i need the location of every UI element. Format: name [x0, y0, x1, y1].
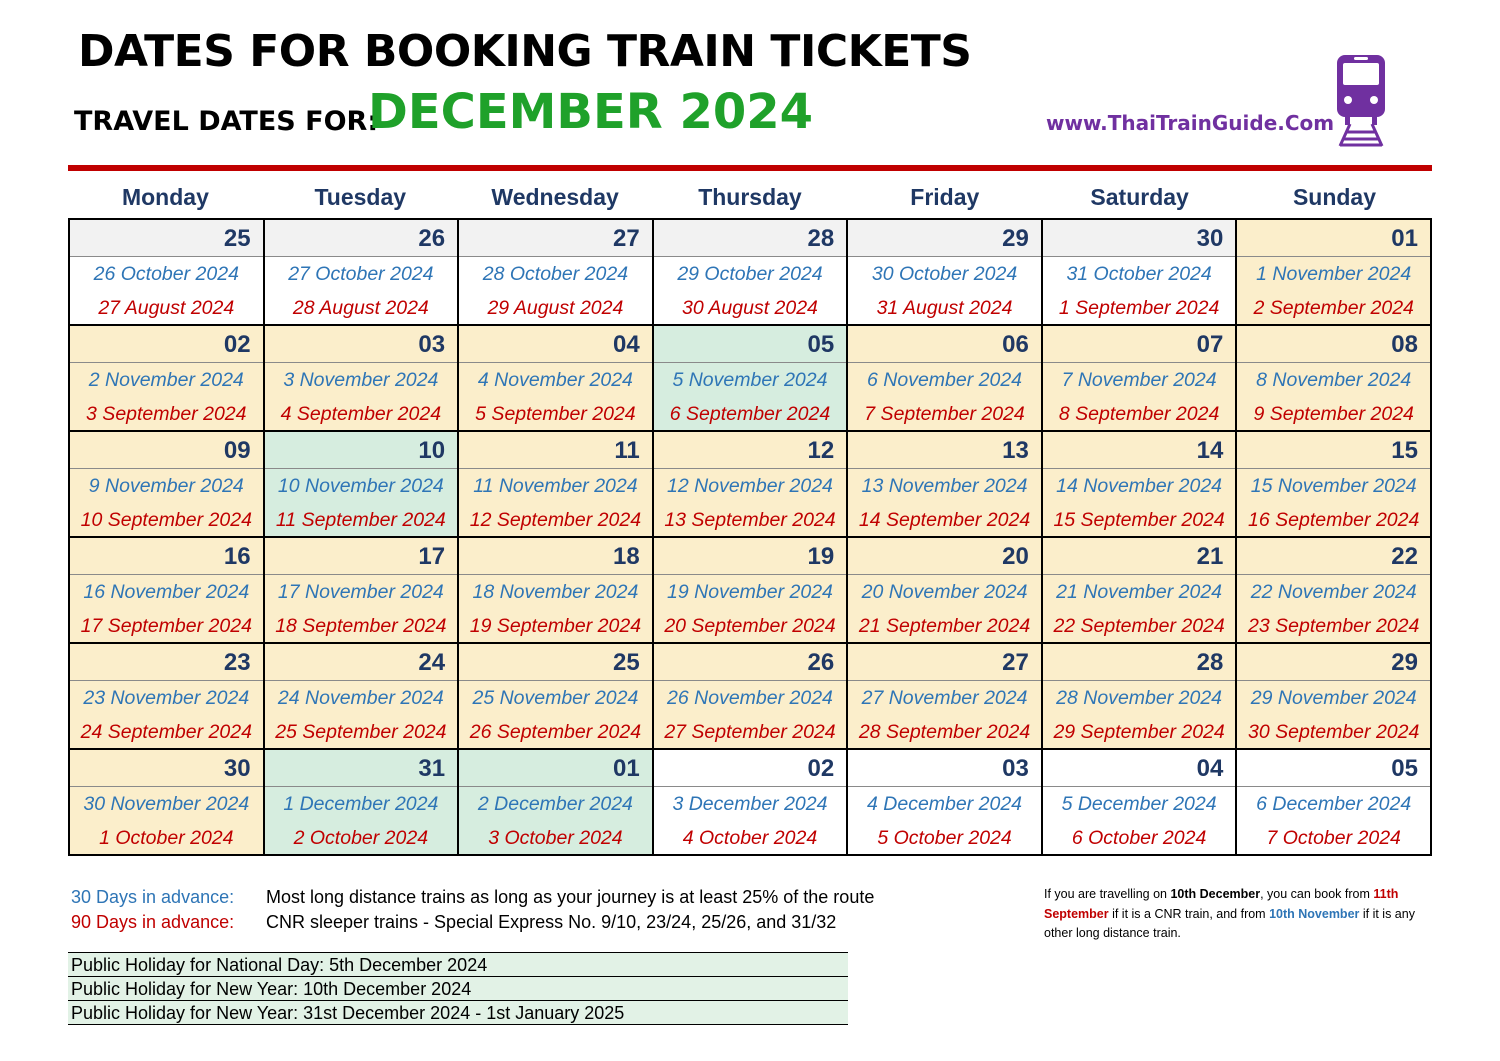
- booking-note: [1044, 885, 1444, 944]
- booking-date-30-days: 29 October 2024: [677, 263, 823, 285]
- legend-90-description: CNR sleeper trains - Special Express No. 9/10, 23/24, 25/26, and 31/32: [266, 912, 837, 932]
- booking-date-90-days: 2 September 2024: [1253, 297, 1414, 319]
- booking-date-90-days: 30 September 2024: [1248, 721, 1420, 743]
- booking-date-90-days: 23 September 2024: [1248, 615, 1420, 637]
- booking-date-90-days: 1 September 2024: [1058, 297, 1220, 319]
- booking-date-30-days: 23 November 2024: [83, 687, 250, 709]
- train-icon: [1332, 52, 1390, 148]
- calendar-day-cell: [1042, 219, 1237, 325]
- day-number: 13: [848, 432, 1041, 469]
- calendar-day-cell: [69, 431, 264, 537]
- day-number: 27: [459, 220, 652, 257]
- booking-date-90-days: 19 September 2024: [469, 615, 642, 637]
- day-number: 15: [1237, 432, 1430, 469]
- weekday-saturday: Saturday: [1090, 184, 1189, 210]
- calendar-week: [69, 749, 1431, 855]
- day-number: 30: [1043, 220, 1236, 257]
- booking-date-90-days: 10 September 2024: [80, 509, 252, 531]
- day-number: 25: [459, 644, 652, 681]
- calendar-week: [69, 643, 1431, 749]
- booking-date-30-days: 11 November 2024: [473, 475, 638, 497]
- booking-date-90-days: 8 September 2024: [1058, 403, 1220, 425]
- booking-date-90-days: 30 August 2024: [682, 297, 818, 319]
- travel-dates-label: TRAVEL DATES FOR:: [74, 106, 379, 137]
- calendar-day-cell: [1236, 749, 1431, 855]
- booking-date-90-days: 17 September 2024: [80, 615, 252, 637]
- booking-date-30-days: 5 December 2024: [1061, 793, 1217, 815]
- day-number: 04: [1043, 750, 1236, 787]
- day-number: 14: [1043, 432, 1236, 469]
- calendar-day-cell: [458, 431, 653, 537]
- calendar-day-cell: [1236, 219, 1431, 325]
- day-number: 28: [654, 220, 847, 257]
- calendar-day-cell: [264, 749, 459, 855]
- day-number: 17: [265, 538, 458, 575]
- booking-date-30-days: 21 November 2024: [1056, 581, 1223, 603]
- calendar-day-cell: [69, 749, 264, 855]
- day-number: 28: [1043, 644, 1236, 681]
- day-number: 02: [654, 750, 847, 787]
- weekday-thursday: Thursday: [698, 184, 802, 210]
- booking-date-30-days: 2 December 2024: [477, 793, 633, 815]
- note-text: if it is a CNR train, and from: [1108, 906, 1270, 921]
- day-number: 12: [654, 432, 847, 469]
- day-number: 03: [265, 326, 458, 363]
- calendar-day-cell: [847, 537, 1042, 643]
- note-text: if it is any other long distance train.: [1044, 906, 1415, 940]
- note-other-date: 10th November: [1269, 906, 1360, 921]
- travel-month: DECEMBER 2024: [368, 84, 814, 140]
- booking-date-30-days: 24 November 2024: [277, 687, 444, 709]
- day-number: 06: [848, 326, 1041, 363]
- booking-date-90-days: 3 October 2024: [488, 827, 623, 849]
- booking-date-90-days: 22 September 2024: [1053, 615, 1225, 637]
- booking-date-90-days: 9 September 2024: [1253, 403, 1414, 425]
- calendar-day-cell: [458, 219, 653, 325]
- booking-date-90-days: 20 September 2024: [664, 615, 836, 637]
- weekday-monday: Monday: [121, 184, 209, 210]
- booking-date-90-days: 6 October 2024: [1071, 827, 1207, 849]
- booking-date-30-days: 18 November 2024: [472, 581, 639, 603]
- booking-date-90-days: 11 September 2024: [275, 509, 446, 531]
- booking-date-90-days: 16 September 2024: [1248, 509, 1420, 531]
- calendar-day-cell: [264, 219, 459, 325]
- booking-date-30-days: 27 October 2024: [288, 263, 434, 285]
- booking-date-30-days: 16 November 2024: [83, 581, 250, 603]
- calendar-day-cell: [1236, 643, 1431, 749]
- holiday-list: [68, 952, 848, 1025]
- calendar-day-cell: [653, 325, 848, 431]
- weekday-header: [68, 180, 1432, 216]
- day-number: 08: [1237, 326, 1430, 363]
- calendar-day-cell: [653, 749, 848, 855]
- booking-date-30-days: 10 November 2024: [277, 475, 444, 497]
- day-number: 11: [459, 432, 652, 469]
- day-number: 24: [265, 644, 458, 681]
- booking-date-90-days: 15 September 2024: [1053, 509, 1225, 531]
- booking-date-30-days: 2 November 2024: [88, 369, 244, 391]
- calendar-day-cell: [847, 219, 1042, 325]
- legend-90-label: 90 Days in advance:: [71, 912, 235, 932]
- calendar-week: [69, 537, 1431, 643]
- calendar-day-cell: [458, 537, 653, 643]
- booking-date-30-days: 5 November 2024: [672, 369, 828, 391]
- note-travel-date: 10th December: [1170, 887, 1261, 901]
- note-cnr-date: 11th September: [1044, 887, 1399, 921]
- day-number: 18: [459, 538, 652, 575]
- booking-date-30-days: 13 November 2024: [861, 475, 1028, 497]
- booking-date-30-days: 20 November 2024: [861, 581, 1028, 603]
- booking-date-90-days: 4 September 2024: [280, 403, 442, 425]
- calendar-day-cell: [847, 749, 1042, 855]
- booking-date-30-days: 3 December 2024: [672, 793, 828, 815]
- calendar-day-cell: [1042, 749, 1237, 855]
- booking-date-30-days: 8 November 2024: [1256, 369, 1412, 391]
- booking-date-30-days: 26 October 2024: [93, 263, 239, 285]
- booking-date-30-days: 31 October 2024: [1066, 263, 1212, 285]
- booking-date-30-days: 1 November 2024: [1256, 263, 1412, 285]
- calendar-day-cell: [264, 643, 459, 749]
- booking-date-90-days: 12 September 2024: [469, 509, 642, 531]
- booking-date-30-days: 7 November 2024: [1061, 369, 1217, 391]
- calendar-day-cell: [1042, 537, 1237, 643]
- booking-date-90-days: 5 October 2024: [877, 827, 1012, 849]
- calendar-day-cell: [1236, 537, 1431, 643]
- booking-date-90-days: 14 September 2024: [858, 509, 1031, 531]
- day-number: 10: [265, 432, 458, 469]
- day-number: 27: [848, 644, 1041, 681]
- website-link[interactable]: www.ThaiTrainGuide.Com: [1046, 111, 1335, 135]
- booking-date-90-days: 27 September 2024: [664, 721, 836, 743]
- calendar-day-cell: [1042, 431, 1237, 537]
- page-title: DATES FOR BOOKING TRAIN TICKETS: [78, 26, 972, 77]
- booking-date-90-days: 6 September 2024: [669, 403, 831, 425]
- calendar-week: [69, 325, 1431, 431]
- calendar-week: [69, 219, 1431, 325]
- day-number: 26: [654, 644, 847, 681]
- day-number: 05: [1237, 750, 1430, 787]
- weekday-tuesday: Tuesday: [314, 184, 407, 210]
- booking-date-30-days: 27 November 2024: [861, 687, 1028, 709]
- booking-date-30-days: 15 November 2024: [1250, 475, 1417, 497]
- holiday-item: Public Holiday for New Year: 31st December 2024 - 1st January 2025: [68, 1000, 848, 1025]
- calendar-day-cell: [847, 431, 1042, 537]
- day-number: 29: [1237, 644, 1430, 681]
- day-number: 16: [70, 538, 263, 575]
- booking-date-90-days: 18 September 2024: [275, 615, 447, 637]
- header-divider: [68, 165, 1432, 171]
- booking-date-30-days: 26 November 2024: [667, 687, 833, 709]
- booking-date-90-days: 28 September 2024: [858, 721, 1031, 743]
- calendar-day-cell: [653, 643, 848, 749]
- booking-date-30-days: 19 November 2024: [667, 581, 833, 603]
- day-number: 09: [70, 432, 263, 469]
- booking-date-30-days: 25 November 2024: [472, 687, 639, 709]
- holiday-item: Public Holiday for National Day: 5th December 2024: [68, 952, 848, 976]
- calendar-day-cell: [653, 219, 848, 325]
- calendar-grid: [68, 218, 1432, 856]
- day-number: 23: [70, 644, 263, 681]
- day-number: 29: [848, 220, 1041, 257]
- booking-date-90-days: 5 September 2024: [475, 403, 636, 425]
- calendar-day-cell: [264, 537, 459, 643]
- booking-date-90-days: 1 October 2024: [99, 827, 234, 849]
- booking-date-30-days: 4 November 2024: [477, 369, 633, 391]
- calendar-day-cell: [653, 537, 848, 643]
- booking-date-30-days: 28 October 2024: [482, 263, 629, 285]
- day-number: 05: [654, 326, 847, 363]
- day-number: 07: [1043, 326, 1236, 363]
- booking-date-30-days: 1 December 2024: [283, 793, 439, 815]
- legend-30-description: Most long distance trains as long as your journey is at least 25% of the route: [266, 887, 875, 907]
- booking-date-30-days: 3 November 2024: [283, 369, 439, 391]
- booking-date-30-days: 6 December 2024: [1256, 793, 1412, 815]
- booking-date-30-days: 17 November 2024: [277, 581, 444, 603]
- booking-date-90-days: 21 September 2024: [858, 615, 1031, 637]
- day-number: 02: [70, 326, 263, 363]
- booking-date-30-days: 9 November 2024: [88, 475, 244, 497]
- booking-date-90-days: 27 August 2024: [98, 297, 235, 319]
- day-number: 04: [459, 326, 652, 363]
- day-number: 22: [1237, 538, 1430, 575]
- calendar-day-cell: [69, 643, 264, 749]
- booking-date-90-days: 13 September 2024: [664, 509, 836, 531]
- weekday-friday: Friday: [910, 184, 980, 210]
- day-number: 01: [459, 750, 652, 787]
- booking-date-30-days: 14 November 2024: [1056, 475, 1223, 497]
- calendar-day-cell: [653, 431, 848, 537]
- day-number: 19: [654, 538, 847, 575]
- note-text: , you can book from: [1260, 887, 1374, 901]
- calendar-day-cell: [1236, 325, 1431, 431]
- booking-date-90-days: 29 September 2024: [1053, 721, 1225, 743]
- booking-date-30-days: 30 October 2024: [871, 263, 1018, 285]
- booking-date-30-days: 22 November 2024: [1250, 581, 1417, 603]
- day-number: 31: [265, 750, 458, 787]
- day-number: 25: [70, 220, 263, 257]
- day-number: 01: [1237, 220, 1430, 257]
- calendar-day-cell: [69, 325, 264, 431]
- calendar-day-cell: [69, 537, 264, 643]
- calendar-day-cell: [69, 219, 264, 325]
- booking-date-90-days: 26 September 2024: [469, 721, 642, 743]
- booking-date-90-days: 29 August 2024: [487, 297, 624, 319]
- legend-30-label: 30 Days in advance:: [71, 887, 235, 907]
- calendar-day-cell: [458, 643, 653, 749]
- booking-date-90-days: 24 September 2024: [80, 721, 252, 743]
- booking-date-90-days: 2 October 2024: [293, 827, 429, 849]
- day-number: 20: [848, 538, 1041, 575]
- calendar-day-cell: [264, 431, 459, 537]
- day-number: 03: [848, 750, 1041, 787]
- calendar-day-cell: [1042, 643, 1237, 749]
- note-text: If you are travelling on: [1044, 887, 1171, 901]
- holiday-item: Public Holiday for New Year: 10th December 2024: [68, 976, 848, 1000]
- booking-date-30-days: 30 November 2024: [83, 793, 250, 815]
- booking-date-90-days: 25 September 2024: [275, 721, 447, 743]
- calendar-week: [69, 431, 1431, 537]
- day-number: 30: [70, 750, 263, 787]
- day-number: 21: [1043, 538, 1236, 575]
- booking-date-90-days: 4 October 2024: [682, 827, 818, 849]
- booking-date-90-days: 28 August 2024: [292, 297, 429, 319]
- calendar-day-cell: [458, 325, 653, 431]
- booking-date-30-days: 12 November 2024: [667, 475, 833, 497]
- booking-date-30-days: 29 November 2024: [1250, 687, 1417, 709]
- calendar-day-cell: [264, 325, 459, 431]
- booking-date-30-days: 6 November 2024: [867, 369, 1023, 391]
- calendar-day-cell: [458, 749, 653, 855]
- booking-date-90-days: 31 August 2024: [876, 297, 1013, 319]
- calendar-day-cell: [1042, 325, 1237, 431]
- booking-date-90-days: 7 October 2024: [1266, 827, 1401, 849]
- calendar-day-cell: [847, 643, 1042, 749]
- day-number: 26: [265, 220, 458, 257]
- calendar-day-cell: [847, 325, 1042, 431]
- booking-date-30-days: 4 December 2024: [867, 793, 1023, 815]
- booking-date-30-days: 28 November 2024: [1056, 687, 1223, 709]
- calendar-day-cell: [1236, 431, 1431, 537]
- booking-date-90-days: 7 September 2024: [864, 403, 1025, 425]
- weekday-wednesday: Wednesday: [491, 184, 619, 210]
- booking-date-90-days: 3 September 2024: [86, 403, 247, 425]
- weekday-sunday: Sunday: [1292, 184, 1377, 210]
